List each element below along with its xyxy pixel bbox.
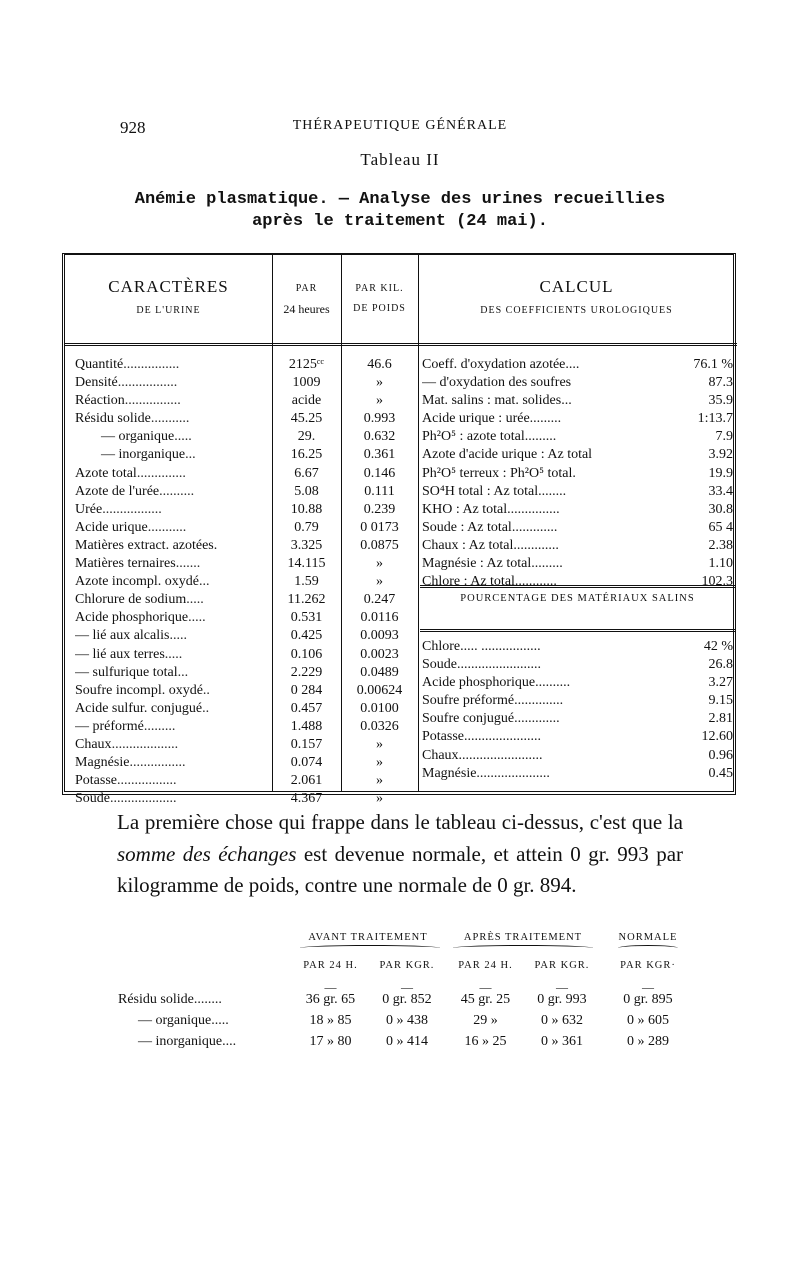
calc-label: Acide phosphorique.......... bbox=[422, 675, 571, 691]
running-head: THÉRAPEUTIQUE GÉNÉRALE bbox=[292, 118, 508, 133]
calc-value: 30.8 bbox=[708, 501, 733, 517]
calc-row bbox=[422, 555, 733, 573]
header-caracteres: CARACTÈRES DE L'URINE bbox=[108, 277, 229, 316]
row-label: Réaction................ bbox=[75, 393, 181, 409]
row-label: — préformé......... bbox=[75, 718, 176, 734]
cell: 45 gr. 25 bbox=[460, 992, 511, 1007]
row-label: — sulfurique total... bbox=[75, 664, 189, 680]
calc-value: 2.38 bbox=[708, 537, 733, 553]
calc-row bbox=[422, 710, 733, 728]
kil-value: 0.247 bbox=[363, 592, 396, 608]
kil-value: 0.111 bbox=[364, 483, 395, 499]
calc-row bbox=[422, 692, 733, 710]
calc-label: Acide urique : urée......... bbox=[422, 411, 562, 427]
par-value: 10.88 bbox=[290, 501, 323, 517]
urine-analysis-table bbox=[62, 253, 736, 807]
cell: 36 gr. 65 bbox=[305, 992, 356, 1007]
cell: 0 » 632 bbox=[541, 1013, 583, 1028]
row-label: Potasse................. bbox=[75, 773, 177, 789]
par-value: 6.67 bbox=[294, 465, 319, 481]
cell: 0 gr. 895 bbox=[623, 992, 673, 1007]
calcul-column bbox=[422, 356, 733, 591]
calc-value: 0.96 bbox=[708, 747, 733, 763]
caracteres-column bbox=[75, 356, 270, 808]
body-paragraph: La première chose qui frappe dans le tableau ci-dessus, c'est que la somme des échanges est devenue normale, et attein 0 gr. 993 par kilogramme de poids, contre une normale de 0 gr. 894. bbox=[117, 810, 684, 897]
dash: — bbox=[479, 980, 492, 994]
calc-value: 33.4 bbox=[708, 483, 733, 499]
calc-label: Soufre conjugué............. bbox=[422, 711, 560, 727]
kil-value: » bbox=[376, 791, 383, 807]
subheader: PAR 24 H. bbox=[303, 960, 358, 971]
cell: 0 » 438 bbox=[386, 1013, 428, 1028]
par-value: 11.262 bbox=[287, 592, 326, 608]
par-value: 0.157 bbox=[290, 736, 323, 752]
comparison-table bbox=[118, 932, 688, 1052]
row-label: Chlorure de sodium..... bbox=[75, 592, 204, 608]
calc-value: 12.60 bbox=[701, 729, 733, 745]
row-label: Magnésie................ bbox=[75, 755, 186, 771]
calc-label: Soufre préformé.............. bbox=[422, 693, 564, 709]
kil-value: 0.0093 bbox=[360, 628, 399, 644]
cell: 18 » 85 bbox=[309, 1013, 352, 1028]
row-label: Urée................. bbox=[75, 501, 162, 517]
par-value: 0 284 bbox=[290, 682, 323, 698]
calc-label: Mat. salins : mat. solides... bbox=[422, 393, 572, 409]
kil-value: 0.0489 bbox=[360, 664, 399, 680]
row-label: — organique..... bbox=[101, 429, 192, 445]
cell: 0 » 605 bbox=[627, 1013, 669, 1028]
calc-label: Coeff. d'oxydation azotée.... bbox=[422, 357, 580, 372]
par-kil-column bbox=[341, 356, 418, 808]
par-value: 0.79 bbox=[294, 519, 319, 535]
pourcentage-title: POURCENTAGE DES MATÉRIAUX SALINS bbox=[460, 593, 695, 604]
calc-row bbox=[422, 537, 733, 555]
kil-value: » bbox=[376, 736, 383, 752]
calc-label: SO⁴H total : Az total........ bbox=[422, 483, 567, 499]
kil-value: » bbox=[376, 773, 383, 789]
calc-label: Chlore : Az total............ bbox=[422, 574, 557, 590]
brace bbox=[300, 945, 440, 951]
header-par: PAR 24 heures bbox=[283, 283, 330, 316]
calc-value: 102.3 bbox=[701, 574, 733, 590]
par-value: 29. bbox=[297, 429, 316, 445]
par-value: 0.106 bbox=[290, 646, 323, 662]
subheader: PAR KGR. bbox=[534, 960, 590, 971]
header-avant: AVANT TRAITEMENT bbox=[308, 932, 428, 943]
calc-label: Soude : Az total............. bbox=[422, 519, 558, 535]
kil-value: 0.0326 bbox=[360, 718, 399, 734]
par-value: 2125ᶜᶜ bbox=[288, 357, 325, 372]
row-label: — inorganique.... bbox=[138, 1034, 237, 1049]
calc-value: 87.3 bbox=[708, 375, 733, 391]
divider bbox=[420, 585, 735, 588]
par-value: 2.061 bbox=[290, 773, 323, 789]
row-label: Acide sulfur. conjugué.. bbox=[75, 700, 210, 716]
row-label: Soude................... bbox=[75, 791, 177, 807]
calc-row bbox=[422, 573, 733, 591]
row-label: — organique..... bbox=[138, 1013, 229, 1028]
par-value: 1.488 bbox=[290, 718, 323, 734]
salins-column bbox=[422, 638, 733, 783]
calc-label: — d'oxydation des soufres bbox=[422, 375, 572, 391]
calc-value: 2.81 bbox=[708, 711, 733, 727]
row-label: — lié aux alcalis..... bbox=[75, 628, 187, 644]
header-divider bbox=[65, 343, 737, 346]
header-par-kil: PAR KIL. DE POIDS bbox=[353, 283, 406, 314]
cell: 0 » 361 bbox=[541, 1034, 583, 1049]
cell: 29 » bbox=[473, 1013, 498, 1028]
row-label: Azote de l'urée.......... bbox=[75, 483, 195, 499]
calc-row bbox=[422, 392, 733, 410]
cell: 17 » 80 bbox=[309, 1034, 352, 1049]
calc-value: 0.45 bbox=[708, 765, 733, 781]
row-label: Soufre incompl. oxydé.. bbox=[75, 682, 210, 698]
calc-row bbox=[422, 747, 733, 765]
dash: — bbox=[556, 980, 568, 994]
row-label: Matières extract. azotées. bbox=[75, 537, 218, 553]
kil-value: 0.146 bbox=[363, 465, 396, 481]
calc-value: 76.1 % bbox=[693, 357, 733, 372]
row-label: Azote incompl. oxydé... bbox=[75, 574, 210, 590]
kil-value: » bbox=[376, 375, 383, 391]
calc-value: 42 % bbox=[703, 639, 733, 654]
calc-value: 3.27 bbox=[708, 675, 733, 691]
par-value: 14.115 bbox=[287, 556, 326, 572]
kil-value: 0.632 bbox=[363, 429, 396, 445]
brace bbox=[453, 945, 593, 951]
row-label: Chaux................... bbox=[75, 736, 179, 752]
header-normale: NORMALE bbox=[618, 932, 678, 943]
par-value: 45.25 bbox=[290, 411, 323, 427]
calc-row bbox=[422, 674, 733, 692]
calc-row bbox=[422, 446, 733, 464]
calc-label: KHO : Az total............... bbox=[422, 501, 560, 517]
kil-value: 0.0875 bbox=[360, 537, 399, 553]
par-24h-column bbox=[272, 356, 341, 808]
par-value: 1009 bbox=[292, 375, 321, 391]
kil-value: 0.0100 bbox=[360, 700, 399, 716]
page-header bbox=[120, 118, 680, 138]
row-label: Azote total.............. bbox=[75, 465, 186, 481]
calc-label: Ph²O⁵ terreux : Ph²O⁵ total. bbox=[422, 465, 576, 481]
calc-value: 3.92 bbox=[708, 447, 733, 463]
calc-row bbox=[422, 501, 733, 519]
cell: 0 » 289 bbox=[627, 1034, 669, 1049]
row-label: Acide phosphorique..... bbox=[75, 610, 206, 626]
subheader: PAR KGR· bbox=[620, 960, 676, 971]
calc-row bbox=[422, 428, 733, 446]
calc-value: 35.9 bbox=[708, 393, 733, 409]
page-number: 928 bbox=[120, 118, 146, 137]
calc-label: Chlore..... ................. bbox=[422, 639, 541, 654]
column-divider bbox=[418, 255, 419, 791]
par-value: 1.59 bbox=[294, 574, 319, 590]
calc-value: 7.9 bbox=[715, 429, 733, 445]
kil-value: 0.361 bbox=[363, 447, 396, 463]
calc-value: 19.9 bbox=[708, 465, 733, 481]
kil-value: 46.6 bbox=[367, 357, 392, 372]
dash: — bbox=[324, 980, 337, 994]
header-apres: APRÈS TRAITEMENT bbox=[463, 932, 583, 943]
cell: 16 » 25 bbox=[464, 1034, 507, 1049]
kil-value: » bbox=[376, 393, 383, 409]
kil-value: » bbox=[376, 574, 383, 590]
calc-row bbox=[422, 410, 733, 428]
row-label: Acide urique........... bbox=[75, 519, 187, 535]
row-label: — inorganique... bbox=[101, 447, 196, 463]
par-value: acide bbox=[291, 393, 322, 409]
calc-value: 26.8 bbox=[708, 657, 733, 673]
header-calcul: CALCUL DES COEFFICIENTS UROLOGIQUES bbox=[480, 277, 673, 316]
calc-row bbox=[422, 519, 733, 537]
par-value: 0.425 bbox=[290, 628, 323, 644]
calc-value: 1.10 bbox=[708, 556, 733, 572]
table-caption bbox=[0, 189, 800, 233]
calc-label: Magnésie : Az total......... bbox=[422, 556, 563, 572]
kil-value: 0.0023 bbox=[360, 646, 399, 662]
par-value: 5.08 bbox=[294, 483, 319, 499]
calc-label: Azote d'acide urique : Az total bbox=[422, 447, 593, 463]
dash: — bbox=[642, 980, 654, 994]
par-value: 2.229 bbox=[290, 664, 323, 680]
calc-row bbox=[422, 765, 733, 783]
dash: — bbox=[401, 980, 413, 994]
caption-line-1: Anémie plasmatique. — Analyse des urines recueillies bbox=[134, 190, 666, 209]
tableau-title: Tableau II bbox=[360, 150, 440, 169]
calc-value: 9.15 bbox=[708, 693, 733, 709]
calc-label: Potasse...................... bbox=[422, 729, 541, 745]
row-label: Quantité................ bbox=[75, 357, 180, 372]
caption-line-2: après le traitement (24 mai). bbox=[252, 212, 548, 231]
par-value: 16.25 bbox=[290, 447, 323, 463]
calc-label: Soude........................ bbox=[422, 657, 541, 673]
emphasis: somme des échanges bbox=[117, 841, 297, 866]
calc-label: Magnésie..................... bbox=[422, 765, 550, 781]
brace bbox=[618, 945, 678, 951]
calc-row bbox=[422, 728, 733, 746]
subheader: PAR KGR. bbox=[379, 960, 435, 971]
divider bbox=[420, 629, 735, 632]
kil-value: 0.00624 bbox=[356, 682, 403, 698]
calc-label: Chaux........................ bbox=[422, 747, 543, 763]
par-value: 3.325 bbox=[290, 537, 323, 553]
kil-value: 0.0116 bbox=[360, 610, 399, 626]
calc-row bbox=[422, 638, 733, 656]
kil-value: 0 0173 bbox=[360, 519, 399, 535]
calc-row bbox=[422, 465, 733, 483]
kil-value: » bbox=[376, 755, 383, 771]
row-label: Résidu solide........... bbox=[75, 411, 190, 427]
calc-label: Ph²O⁵ : azote total......... bbox=[422, 429, 557, 445]
row-label: Densité................. bbox=[75, 375, 178, 391]
par-value: 0.457 bbox=[290, 700, 323, 716]
calc-label: Chaux : Az total............. bbox=[422, 537, 559, 553]
cell: 0 gr. 852 bbox=[382, 992, 432, 1007]
kil-value: » bbox=[376, 556, 383, 572]
par-value: 0.531 bbox=[290, 610, 323, 626]
kil-value: 0.239 bbox=[363, 501, 396, 517]
calc-value: 1:13.7 bbox=[697, 411, 733, 427]
cell: 0 » 414 bbox=[386, 1034, 428, 1049]
cell: 0 gr. 993 bbox=[537, 992, 587, 1007]
calc-row bbox=[422, 656, 733, 674]
row-label: Matières ternaires....... bbox=[75, 556, 201, 572]
par-value: 0.074 bbox=[290, 755, 323, 771]
calc-row bbox=[422, 356, 733, 374]
kil-value: 0.993 bbox=[363, 411, 396, 427]
subheader: PAR 24 H. bbox=[458, 960, 513, 971]
row-label: Résidu solide........ bbox=[118, 992, 222, 1007]
calc-value: 65 4 bbox=[708, 519, 733, 535]
par-value: 4.367 bbox=[290, 791, 323, 807]
calc-row bbox=[422, 374, 733, 392]
calc-row bbox=[422, 483, 733, 501]
row-label: — lié aux terres..... bbox=[75, 646, 183, 662]
